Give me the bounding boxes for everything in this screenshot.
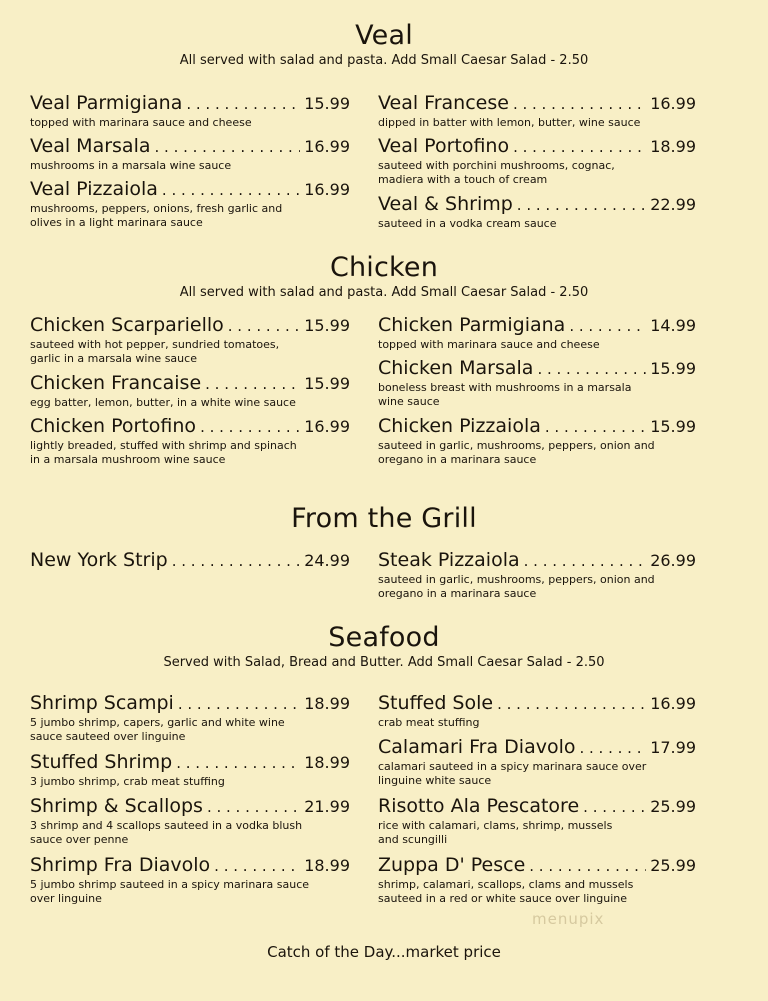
- item-description: topped with marinara sauce and cheese: [378, 338, 600, 351]
- item-name: Zuppa D' Pesce: [378, 854, 526, 876]
- item-price: 16.99: [304, 137, 350, 156]
- menu-item: [378, 135, 696, 187]
- section-title-veal: Veal: [355, 20, 413, 51]
- item-name: Chicken Marsala: [378, 357, 534, 379]
- item-description: 3 jumbo shrimp, crab meat stuffing: [30, 775, 225, 788]
- item-name: Veal Parmigiana: [30, 92, 183, 114]
- watermark: menupix: [532, 910, 605, 928]
- section-title-seafood: Seafood: [328, 622, 440, 653]
- item-description: mushrooms, peppers, onions, fresh garlic and olives in a light marinara sauce: [30, 202, 283, 229]
- item-name: Chicken Francaise: [30, 372, 202, 394]
- item-price: 17.99: [650, 738, 696, 757]
- item-price: 18.99: [304, 753, 350, 772]
- item-description: crab meat stuffing: [378, 716, 480, 729]
- item-name: Chicken Pizzaiola: [378, 415, 541, 437]
- menu-item: [378, 854, 696, 906]
- menu-item: [30, 135, 350, 173]
- item-price: 14.99: [650, 316, 696, 335]
- menu-item: [30, 692, 350, 744]
- item-name: Chicken Parmigiana: [378, 314, 566, 336]
- item-price: 21.99: [304, 797, 350, 816]
- menu-item: [30, 751, 350, 789]
- item-description: 5 jumbo shrimp sauteed in a spicy marinara sauce over linguine: [30, 878, 310, 905]
- menu-item: [30, 795, 350, 847]
- item-name: Chicken Portofino: [30, 415, 197, 437]
- item-price: 16.99: [650, 94, 696, 113]
- menu-item: [30, 372, 350, 410]
- item-price: 15.99: [304, 316, 350, 335]
- item-price: 15.99: [304, 94, 350, 113]
- menu-item: [378, 314, 696, 352]
- footer-note: Catch of the Day...market price: [267, 943, 501, 961]
- item-name: Shrimp Fra Diavolo: [30, 854, 211, 876]
- section-subtitle-chicken: All served with salad and pasta. Add Small Caesar Salad - 2.50: [179, 285, 589, 300]
- menu-item: [30, 854, 350, 906]
- item-name: Calamari Fra Diavolo: [378, 736, 576, 758]
- item-description: lightly breaded, stuffed with shrimp and spinach in a marsala mushroom wine sauce: [30, 439, 297, 466]
- item-price: 15.99: [304, 374, 350, 393]
- item-price: 18.99: [304, 856, 350, 875]
- item-description: shrimp, calamari, scallops, clams and mussels sauteed in a red or white sauce over linguine: [378, 878, 634, 905]
- menu-item: [30, 92, 350, 130]
- menu-item: [378, 193, 696, 231]
- item-price: 22.99: [650, 195, 696, 214]
- menu-item: [30, 314, 350, 366]
- item-name: Veal & Shrimp: [378, 193, 513, 215]
- item-description: sauteed with porchini mushrooms, cognac, madiera with a touch of cream: [378, 159, 615, 186]
- item-description: 3 shrimp and 4 scallops sauteed in a vodka blush sauce over penne: [30, 819, 303, 846]
- item-name: New York Strip: [30, 549, 168, 571]
- menu-item: [378, 92, 696, 130]
- item-price: 15.99: [650, 359, 696, 378]
- section-subtitle-veal: All served with salad and pasta. Add Small Caesar Salad - 2.50: [179, 53, 589, 68]
- item-description: calamari sauteed in a spicy marinara sauce over linguine white sauce: [378, 760, 647, 787]
- item-name: Veal Pizzaiola: [30, 178, 158, 200]
- item-name: Veal Marsala: [30, 135, 151, 157]
- section-subtitle-seafood: Served with Salad, Bread and Butter. Add Small Caesar Salad - 2.50: [163, 655, 605, 670]
- item-name: Stuffed Sole: [378, 692, 494, 714]
- item-price: 16.99: [304, 180, 350, 199]
- section-title-grill: From the Grill: [291, 503, 477, 534]
- item-description: rice with calamari, clams, shrimp, mussels and scungilli: [378, 819, 613, 846]
- menu-item: [378, 357, 696, 409]
- item-description: boneless breast with mushrooms in a marsala wine sauce: [378, 381, 632, 408]
- item-price: 16.99: [650, 694, 696, 713]
- item-price: 18.99: [304, 694, 350, 713]
- item-price: 25.99: [650, 856, 696, 875]
- item-description: sauteed in a vodka cream sauce: [378, 217, 557, 230]
- menu-item: [378, 795, 696, 847]
- item-name: Risotto Ala Pescatore: [378, 795, 580, 817]
- item-description: sauteed in garlic, mushrooms, peppers, onion and oregano in a marinara sauce: [378, 439, 655, 466]
- item-description: dipped in batter with lemon, butter, wine sauce: [378, 116, 641, 129]
- menu-item: [378, 415, 696, 467]
- item-name: Steak Pizzaiola: [378, 549, 520, 571]
- menu-item: [378, 736, 696, 788]
- menu-item: [378, 549, 696, 601]
- item-price: 16.99: [304, 417, 350, 436]
- item-price: 15.99: [650, 417, 696, 436]
- item-name: Stuffed Shrimp: [30, 751, 173, 773]
- item-description: topped with marinara sauce and cheese: [30, 116, 252, 129]
- item-description: sauteed in garlic, mushrooms, peppers, onion and oregano in a marinara sauce: [378, 573, 655, 600]
- item-name: Veal Francese: [378, 92, 509, 114]
- section-title-chicken: Chicken: [329, 252, 439, 283]
- item-price: 24.99: [304, 551, 350, 570]
- item-price: 26.99: [650, 551, 696, 570]
- menu-item: [30, 549, 350, 572]
- menu-item: [378, 692, 696, 730]
- item-name: Chicken Scarpariello: [30, 314, 224, 336]
- item-price: 25.99: [650, 797, 696, 816]
- menu-item: [30, 178, 350, 230]
- item-description: egg batter, lemon, butter, in a white wine sauce: [30, 396, 296, 409]
- item-name: Shrimp Scampi: [30, 692, 174, 714]
- item-description: 5 jumbo shrimp, capers, garlic and white wine sauce sauteed over linguine: [30, 716, 285, 743]
- item-description: sauteed with hot pepper, sundried tomatoes, garlic in a marsala wine sauce: [30, 338, 280, 365]
- menu-item: [30, 415, 350, 467]
- item-price: 18.99: [650, 137, 696, 156]
- item-name: Shrimp & Scallops: [30, 795, 203, 817]
- item-description: mushrooms in a marsala wine sauce: [30, 159, 232, 172]
- item-name: Veal Portofino: [378, 135, 510, 157]
